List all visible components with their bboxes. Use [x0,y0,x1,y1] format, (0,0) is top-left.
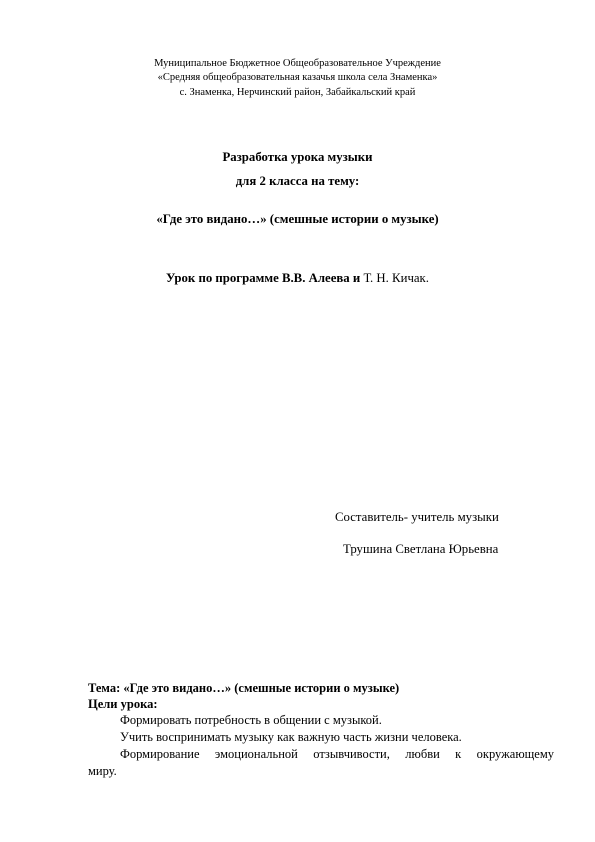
goal-item: Формировать потребность в общении с музыкой. [120,713,382,727]
lesson-topic: Тема: «Где это видано…» (смешные истории о музыке) [88,681,400,695]
goal-item: Формирование эмоциональной отзывчивости, любви к окружающему [120,747,554,761]
goal-item-continuation: миру. [88,764,117,778]
school-name-line: Муниципальное Бюджетное Общеобразовательное Учреждение [154,58,441,69]
goals-heading: Цели урока: [88,697,158,711]
lesson-title: «Где это видано…» (смешные истории о музыке) [156,212,439,226]
program-line [0,271,595,286]
document-subtitle: для 2 класса на тему: [235,174,360,188]
document-title: Разработка урока музыки [222,150,373,164]
school-address-line: с. Знаменка, Нерчинский район, Забайкальский край [179,87,416,98]
school-full-name-line: «Средняя общеобразовательная казачья школа села Знаменка» [157,72,438,83]
program-label: Урок по программе В.В. Алеева и [166,271,364,285]
goal-item: Учить воспринимать музыку как важную часть жизни человека. [120,730,462,744]
author-name: Трушина Светлана Юрьевна [343,542,499,556]
author-role: Составитель- учитель музыки [335,510,499,524]
program-coauthor: Т. Н. Кичак. [363,271,429,285]
